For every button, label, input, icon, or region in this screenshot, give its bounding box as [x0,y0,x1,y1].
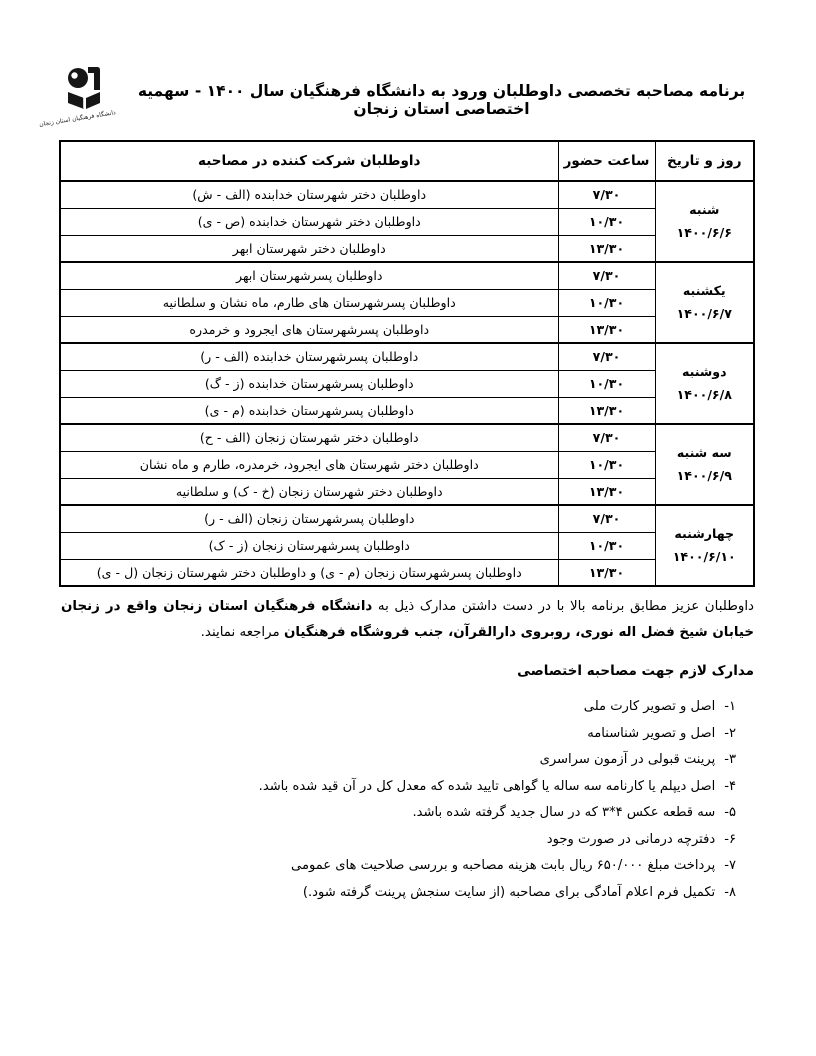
time-cell: ۷/۳۰ [558,262,655,289]
time-cell: ۱۰/۳۰ [558,208,655,235]
date-cell [655,343,754,424]
list-item [61,853,736,880]
participants-cell: داوطلبان دختر شهرستان ابهر [60,235,558,262]
list-item-number: ۲- [724,725,736,741]
date-cell [655,424,754,505]
participants-cell: داوطلبان پسرشهرستان خدابنده (ز - گ) [60,370,558,397]
column-header-time: ساعت حضور [558,141,655,181]
time-cell: ۷/۳۰ [558,343,655,370]
table-header-row [60,141,754,181]
table-row [60,478,754,505]
list-item-number: ۸- [724,884,736,900]
date-cell [655,262,754,343]
participants-cell: داوطلبان دختر شهرستان زنجان (خ - ک) و سلطانیه [60,478,558,505]
time-cell: ۱۰/۳۰ [558,532,655,559]
list-item-number: ۷- [724,858,736,873]
schedule-table-body [60,181,754,586]
date-value: ۱۴۰۰/۶/۶ [676,224,732,240]
farhangian-university-logo-icon [61,64,109,112]
time-cell: ۱۳/۳۰ [558,316,655,343]
list-item-text: سه قطعه عکس ۴*۳ که در سال جدید گرفته شده باشد. [412,805,716,820]
list-item [61,800,736,827]
time-cell: ۱۰/۳۰ [558,451,655,478]
participants-cell: داوطلبان پسرشهرستان های طارم، ماه نشان و سلطانیه [60,289,558,316]
date-cell [655,181,754,262]
table-row [60,397,754,424]
participants-cell: داوطلبان پسرشهرستان زنجان (م - ی) و داوطلبان دختر شهرستان زنجان (ل - ی) [60,559,558,586]
table-row [60,559,754,586]
list-item [61,774,736,801]
list-item-number: ۱- [724,699,736,714]
time-cell: ۷/۳۰ [558,505,655,532]
list-item [61,721,736,748]
list-item [61,747,736,774]
list-item-text: اصل دیپلم یا کارنامه سه ساله یا گواهی تایید شده که معدل کل در آن قید شده باشد. [258,778,716,794]
document-header [38,64,755,136]
page-title: برنامه مصاحبه تخصصی داوطلبان ورود به دانشگاه فرهنگیان سال ۱۴۰۰ - سهمیه اختصاصی استان زنجان [137,82,746,118]
time-cell: ۷/۳۰ [558,424,655,451]
participants-cell: داوطلبان دختر شهرستان خدابنده (الف - ش) [60,181,558,208]
day-name: سه شنبه [676,445,732,461]
time-cell: ۱۳/۳۰ [558,478,655,505]
participants-cell: داوطلبان دختر شهرستان های ایجرود، خرمدره، طارم و ماه نشان [60,451,558,478]
time-cell: ۱۰/۳۰ [558,370,655,397]
participants-cell: داوطلبان پسرشهرستان خدابنده (الف - ر) [60,343,558,370]
time-cell: ۱۳/۳۰ [558,397,655,424]
day-name: یکشنبه [682,283,726,299]
notice-text-start: داوطلبان عزیز مطابق برنامه بالا با در دست داشتن مدارک ذیل به [372,599,754,614]
day-name: دوشنبه [681,364,727,380]
table-row [60,505,754,532]
documents-list [61,694,736,906]
table-row [60,262,754,289]
list-item [61,827,736,854]
time-cell: ۱۳/۳۰ [558,559,655,586]
participants-cell: داوطلبان پسرشهرستان خدابنده (م - ی) [60,397,558,424]
participants-cell: داوطلبان دختر شهرستان خدابنده (ص - ی) [60,208,558,235]
table-row [60,532,754,559]
participants-cell: داوطلبان پسرشهرستان های ایجرود و خرمدره [60,316,558,343]
time-cell: ۱۰/۳۰ [558,289,655,316]
list-item-number: ۴- [724,778,736,794]
list-item-text: دفترچه درمانی در صورت وجود [546,831,716,847]
table-row [60,235,754,262]
date-value: ۱۴۰۰/۶/۹ [676,467,732,483]
logo-caption: دانشگاه فرهنگیان استان زنجان [38,109,117,129]
table-row [60,424,754,451]
list-item-text: اصل و تصویر شناسنامه [587,725,716,741]
time-cell: ۷/۳۰ [558,181,655,208]
list-item-number: ۶- [724,831,736,847]
participants-cell: داوطلبان پسرشهرستان زنجان (ز - ک) [60,532,558,559]
table-row [60,289,754,316]
notice-text-end: مراجعه نمایند. [200,625,284,640]
date-value: ۱۴۰۰/۶/۱۰ [672,548,736,564]
documents-heading: مدارک لازم جهت مصاحبه اختصاصی [517,663,754,679]
day-name: شنبه [689,202,720,218]
list-item-number: ۵- [724,805,736,820]
notice-paragraph [61,594,754,646]
notice-address-bold: دانشگاه فرهنگیان استان زنجان واقع در زنجان خیابان شیخ فضل اله نوری، روبروی دارالقرآن، جنب فروشگاه فرهنگیان [61,599,754,640]
table-row [60,343,754,370]
participants-cell: داوطلبان پسرشهرستان ابهر [60,262,558,289]
list-item-text: پرینت قبولی در آزمون سراسری [539,752,716,767]
list-item-text: پرداخت مبلغ ۶۵۰/۰۰۰ ریال بابت هزینه مصاحبه و بررسی صلاحیت های عمومی [291,858,716,873]
table-row [60,370,754,397]
day-name: چهارشنبه [674,526,735,542]
list-item-text: اصل و تصویر کارت ملی [583,699,716,714]
participants-cell: داوطلبان دختر شهرستان زنجان (الف - ح) [60,424,558,451]
university-logo [38,64,117,129]
list-item [61,694,736,721]
table-row [60,181,754,208]
date-cell [655,505,754,586]
table-row [60,451,754,478]
interview-schedule-table [59,140,755,587]
column-header-date: روز و تاریخ [655,141,754,181]
list-item-text: تکمیل فرم اعلام آمادگی برای مصاحبه (از سایت سنجش پرینت گرفته شود.) [302,884,716,900]
table-row [60,316,754,343]
list-item [61,880,736,907]
table-row [60,208,754,235]
time-cell: ۱۳/۳۰ [558,235,655,262]
date-value: ۱۴۰۰/۶/۷ [676,305,732,321]
list-item-number: ۳- [724,752,736,767]
participants-cell: داوطلبان پسرشهرستان زنجان (الف - ر) [60,505,558,532]
column-header-participants: داوطلبان شرکت کننده در مصاحبه [60,141,558,181]
date-value: ۱۴۰۰/۶/۸ [676,386,732,402]
